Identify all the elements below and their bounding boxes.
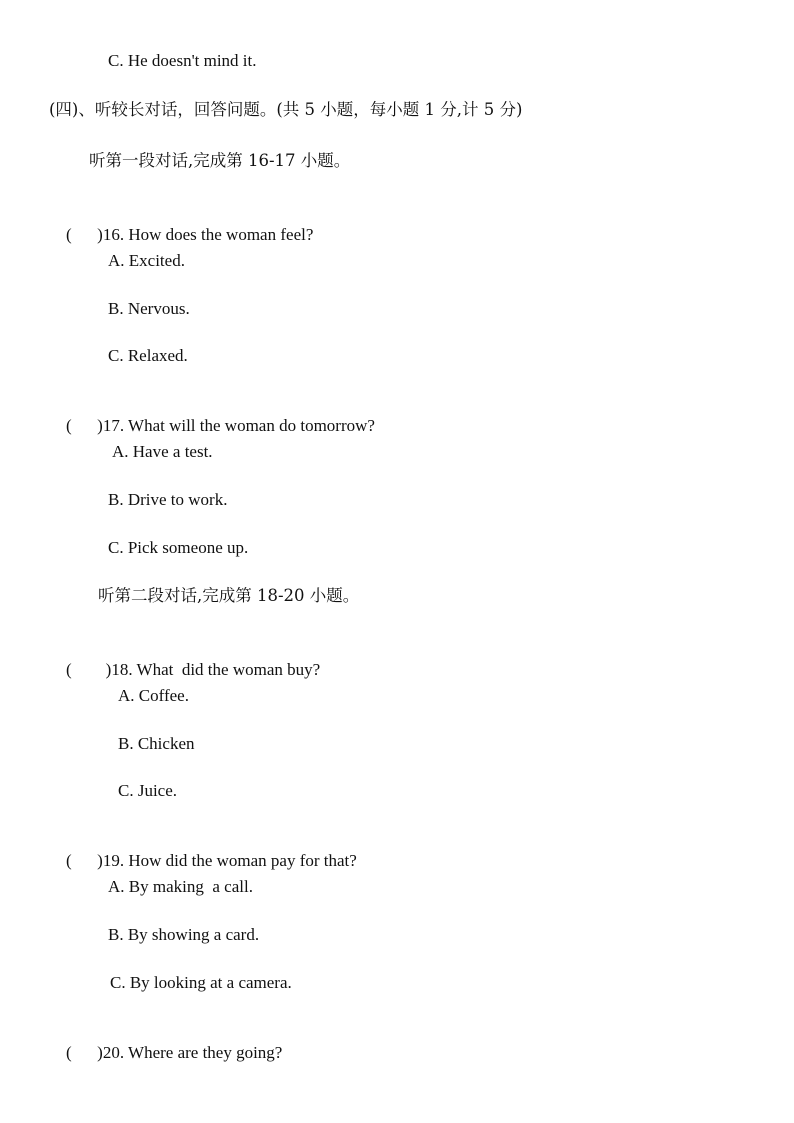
q17-option-c: C. Pick someone up. bbox=[108, 538, 249, 557]
q16-option-c: C. Relaxed. bbox=[108, 346, 188, 365]
q17-option-a: A. Have a test. bbox=[112, 442, 213, 461]
answer-bracket: ( ) bbox=[66, 660, 112, 679]
q20-row bbox=[49, 1020, 283, 1062]
q19-option-a: A. By making a call. bbox=[108, 877, 253, 896]
q18-row bbox=[49, 637, 321, 679]
q19-option-c: C. By looking at a camera. bbox=[110, 973, 292, 992]
answer-bracket: ( ) bbox=[66, 416, 103, 435]
q18-option-b: B. Chicken bbox=[118, 734, 195, 753]
dialogue-1-instruction: 听第一段对话,完成第 16-17 小题。 bbox=[89, 151, 351, 170]
q19-text: 19. How did the woman pay for that? bbox=[102, 851, 357, 870]
q19-option-b: B. By showing a card. bbox=[108, 925, 260, 944]
q18-option-a: A. Coffee. bbox=[118, 686, 189, 705]
q17-text: 17. What will the woman do tomorrow? bbox=[102, 416, 375, 435]
q16-text: 16. How does the woman feel? bbox=[102, 225, 314, 244]
q20-text: 20. Where are they going? bbox=[102, 1043, 283, 1062]
dialogue-2-instruction: 听第二段对话,完成第 18-20 小题。 bbox=[98, 586, 360, 605]
q18-option-c: C. Juice. bbox=[118, 781, 178, 800]
answer-bracket: ( ) bbox=[66, 225, 103, 244]
answer-bracket: ( ) bbox=[66, 851, 103, 870]
answer-bracket: ( ) bbox=[66, 1043, 103, 1062]
q19-row bbox=[49, 828, 357, 870]
q16-option-b: B. Nervous. bbox=[108, 299, 190, 318]
section-heading: (四)、听较长对话，回答问题。(共 5 小题，每小题 1 分,计 5 分) bbox=[49, 100, 523, 119]
q17-row bbox=[49, 393, 375, 435]
q16-option-a: A. Excited. bbox=[108, 251, 185, 270]
q18-text: 18. What did the woman buy? bbox=[111, 660, 321, 679]
q16-row bbox=[49, 202, 314, 244]
q15-option-c: C. He doesn't mind it. bbox=[108, 51, 257, 70]
q17-option-b: B. Drive to work. bbox=[108, 490, 228, 509]
